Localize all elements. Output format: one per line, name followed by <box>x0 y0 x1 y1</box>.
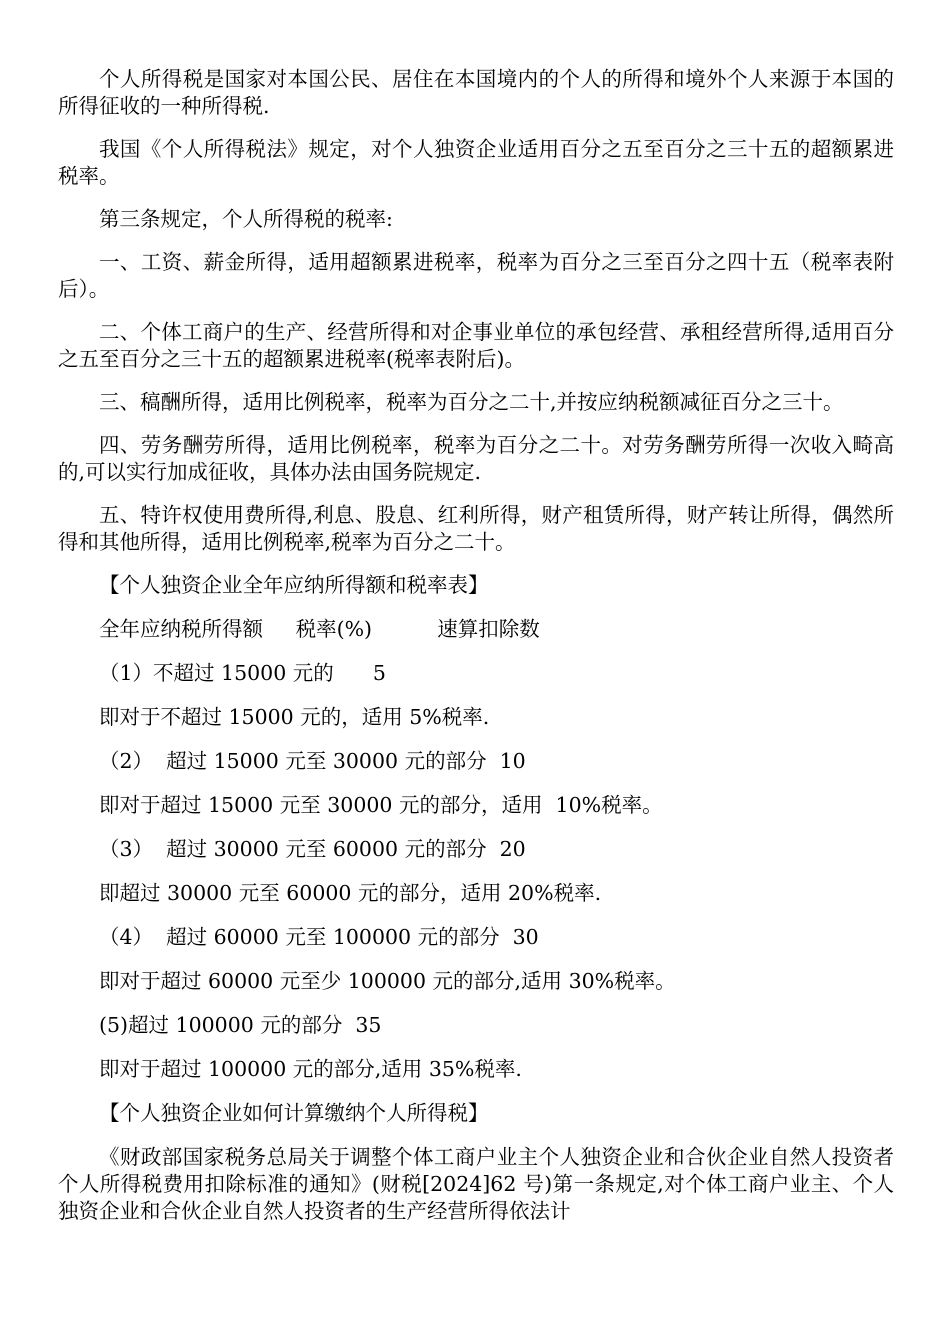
paragraph-item-four: 四、劳务酬劳所得，适用比例税率，税率为百分之二十。对劳务酬劳所得一次收入畸高的,可以实行加成征收，具体办法由国务院规定. <box>58 433 894 484</box>
paragraph-notice: 《财政部国家税务总局关于调整个体工商户业主个人独资企业和合伙企业自然人投资者个人所得税费用扣除标准的通知》(财税[2024]62 号)第一条规定,对个体工商户业主、个人独资企业和合伙企业自然人投资者的生产经营所得依法计 <box>58 1145 894 1223</box>
paragraph-item-three: 三、稿酬所得，适用比例税率，税率为百分之二十,并按应纳税额减征百分之三十。 <box>99 390 844 414</box>
bracket-explain-1: 即对于不超过 15000 元的，适用 5%税率. <box>99 705 490 729</box>
bracket-row-4: （4） 超过 60000 元至 100000 元的部分 30 <box>99 925 539 949</box>
bracket-row-1: （1）不超过 15000 元的 5 <box>99 661 386 685</box>
paragraph-article-three: 第三条规定，个人所得税的税率: <box>99 207 393 231</box>
bracket-row-3: （3） 超过 30000 元至 60000 元的部分 20 <box>99 837 526 861</box>
bracket-explain-4: 即对于超过 60000 元至少 100000 元的部分,适用 30%税率。 <box>99 969 676 993</box>
paragraph-intro: 个人所得税是国家对本国公民、居住在本国境内的个人的所得和境外个人来源于本国的所得征收的一种所得税. <box>58 67 894 118</box>
paragraph-item-one: 一、工资、薪金所得，适用超额累进税率，税率为百分之三至百分之四十五（税率表附后）。 <box>58 250 894 301</box>
section-title-calculation: 【个人独资企业如何计算缴纳个人所得税】 <box>99 1101 489 1125</box>
bracket-explain-5: 即对于超过 100000 元的部分,适用 35%税率. <box>99 1057 522 1081</box>
paragraph-law-rate: 我国《个人所得税法》规定，对个人独资企业适用百分之五至百分之三十五的超额累进税率。 <box>58 137 894 188</box>
bracket-explain-3: 即超过 30000 元至 60000 元的部分，适用 20%税率. <box>99 881 602 905</box>
bracket-row-5: (5)超过 100000 元的部分 35 <box>99 1013 382 1037</box>
document-page <box>58 66 894 1225</box>
bracket-row-2: （2） 超过 15000 元至 30000 元的部分 10 <box>99 749 526 773</box>
paragraph-item-five: 五、特许权使用费所得,利息、股息、红利所得，财产租赁所得，财产转让所得，偶然所得和其他所得，适用比例税率,税率为百分之二十。 <box>58 503 894 554</box>
table-title: 【个人独资企业全年应纳所得额和税率表】 <box>99 573 489 597</box>
paragraph-item-two: 二、个体工商户的生产、经营所得和对企事业单位的承包经营、承租经营所得,适用百分之五至百分之三十五的超额累进税率(税率表附后)。 <box>58 320 894 371</box>
bracket-explain-2: 即对于超过 15000 元至 30000 元的部分，适用 10%税率。 <box>99 793 663 817</box>
table-header: 全年应纳税所得额 税率(%) 速算扣除数 <box>99 617 540 641</box>
